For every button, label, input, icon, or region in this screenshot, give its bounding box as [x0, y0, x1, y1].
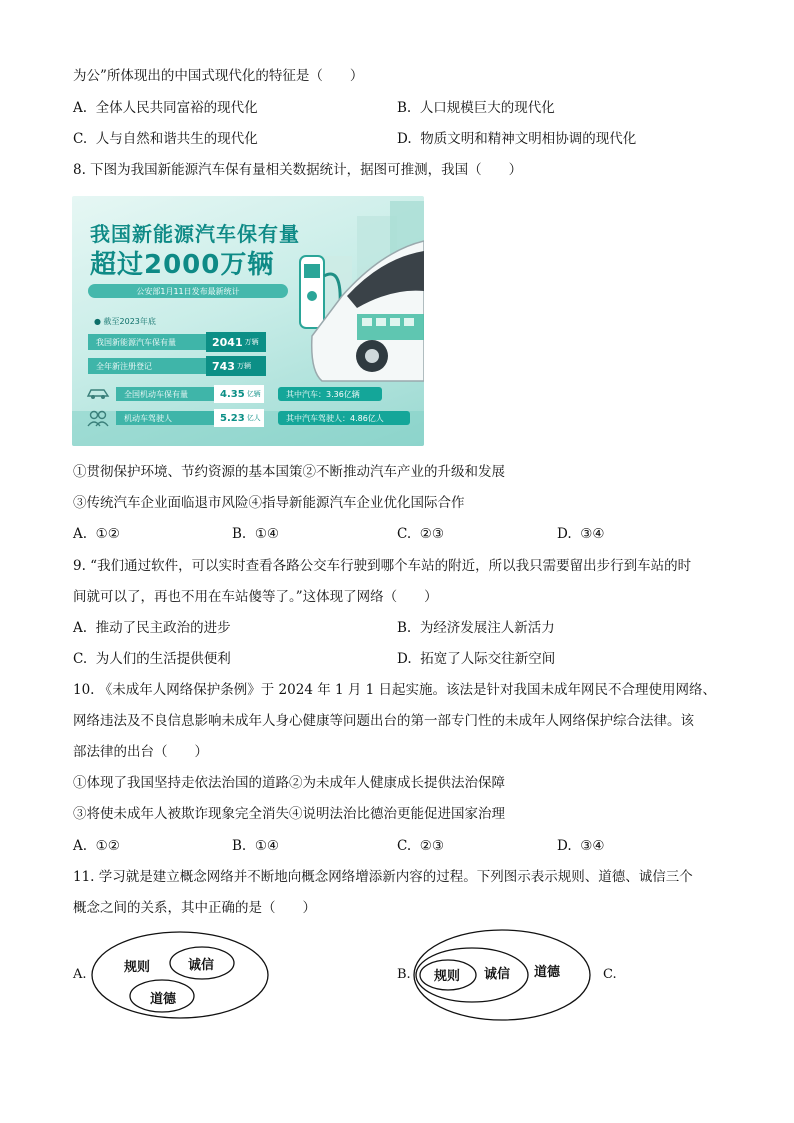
- q7-option-a[interactable]: A. 全体人民共同富裕的现代化: [73, 100, 258, 116]
- q10-option-d[interactable]: D. ③④: [557, 838, 605, 854]
- q10-stem-line2: 网络违法及不良信息影响未成年人身心健康等问题出台的第一部专门性的未成年人网络保护综合法律。该: [73, 713, 694, 729]
- stat-value-new-registrations: 743 万辆: [206, 356, 266, 376]
- stat-label-nev-stock: 我国新能源汽车保有量: [88, 334, 206, 350]
- q8-stem: 8. 下图为我国新能源汽车保有量相关数据统计，据图可推测，我国（ ）: [73, 162, 523, 178]
- stat-note-car-drivers: 其中汽车驾驶人：4.86亿人: [278, 411, 410, 425]
- diagram-b-outer-label: 道德: [534, 965, 561, 980]
- q10-option-b[interactable]: B. ①④: [232, 838, 280, 854]
- stat-note-cars: 其中汽车：3.36亿辆: [278, 387, 382, 401]
- q10-stem-line1: 10. 《未成年人网络保护条例》于 2024 年 1 月 1 日起实施。该法是针对我国未成年网民不合理使用网络、: [73, 682, 717, 698]
- q10-option-a[interactable]: A. ①②: [73, 838, 120, 854]
- q8-option-b[interactable]: B. ①④: [232, 526, 280, 542]
- q9-option-a[interactable]: A. 推动了民主政治的进步: [73, 620, 231, 636]
- drivers-icon: [86, 409, 110, 427]
- q8-option-a[interactable]: A. ①②: [73, 526, 120, 542]
- stat-label-drivers: 机动车驾驶人: [116, 411, 214, 425]
- q7-option-c[interactable]: C. 人与自然和谐共生的现代化: [73, 131, 258, 147]
- q9-option-b[interactable]: B. 为经济发展注人新活力: [397, 620, 555, 636]
- q10-option-c[interactable]: C. ②③: [397, 838, 444, 854]
- q11-diagram-a: [90, 930, 270, 1020]
- q7-option-b[interactable]: B. 人口规模巨大的现代化: [397, 100, 555, 116]
- diagram-a-inner2-label: 道德: [150, 992, 177, 1007]
- diagram-a-outer-label: 规则: [124, 960, 151, 975]
- q8-statement-2: ③传统汽车企业面临退市风险④指导新能源汽车企业优化国际合作: [73, 495, 465, 511]
- q10-stem-line3: 部法律的出台（ ）: [73, 744, 208, 760]
- stat-label-vehicle-stock: 全国机动车保有量: [116, 387, 214, 401]
- q9-stem-line2: 间就可以了，再也不用在车站傻等了。”这体现了网络（ ）: [73, 589, 438, 605]
- q11-option-b-label[interactable]: B.: [397, 967, 411, 982]
- q11-stem-line2: 概念之间的关系，其中正确的是（ ）: [73, 900, 316, 916]
- diagram-a-inner1-label: 诚信: [188, 958, 215, 973]
- infographic-title-line2: 超过2000万辆: [90, 250, 275, 280]
- q10-statement-2: ③将使未成年人被欺诈现象完全消失④说明法治比德治更能促进国家治理: [73, 806, 505, 822]
- q8-option-d[interactable]: D. ③④: [557, 526, 605, 542]
- q9-option-d[interactable]: D. 拓宽了人际交往新空间: [397, 651, 556, 667]
- q11-option-a-label[interactable]: A.: [73, 967, 87, 982]
- q11-option-c-label[interactable]: C.: [603, 967, 617, 982]
- ev-infographic: [72, 196, 424, 446]
- stat-value-drivers: 5.23 亿人: [214, 409, 264, 427]
- infographic-source: 公安部1月11日发布最新统计: [88, 284, 288, 298]
- car-icon: [86, 386, 110, 400]
- diagram-b-innermost-label: 规则: [434, 969, 461, 984]
- q9-stem-line1: 9. “我们通过软件，可以实时查看各路公交车行驶到哪个车站的附近，所以我只需要留出步行到车站的时: [73, 558, 692, 574]
- q8-option-c[interactable]: C. ②③: [397, 526, 444, 542]
- infographic-title-line1: 我国新能源汽车保有量: [90, 222, 300, 246]
- q10-statement-1: ①体现了我国坚持走依法治国的道路②为未成年人健康成长提供法治保障: [73, 775, 505, 791]
- q9-option-c[interactable]: C. 为人们的生活提供便利: [73, 651, 231, 667]
- q7-option-d[interactable]: D. 物质文明和精神文明相协调的现代化: [397, 131, 637, 147]
- diagram-b-middle-label: 诚信: [484, 967, 511, 982]
- q8-statement-1: ①贯彻保护环境、节约资源的基本国策②不断推动汽车产业的升级和发展: [73, 464, 505, 480]
- stat-value-vehicle-stock: 4.35 亿辆: [214, 385, 264, 403]
- q11-stem-line1: 11. 学习就是建立概念网络并不断地向概念网络增添新内容的过程。下列图示表示规则、道德、诚信三个: [73, 869, 693, 885]
- stat-value-nev-stock: 2041 万辆: [206, 332, 266, 352]
- infographic-period: ● 截至2023年底: [94, 316, 156, 326]
- q7-stem: 为公”所体现出的中国式现代化的特征是（ ）: [73, 68, 364, 84]
- stat-label-new-registrations: 全年新注册登记: [88, 358, 206, 374]
